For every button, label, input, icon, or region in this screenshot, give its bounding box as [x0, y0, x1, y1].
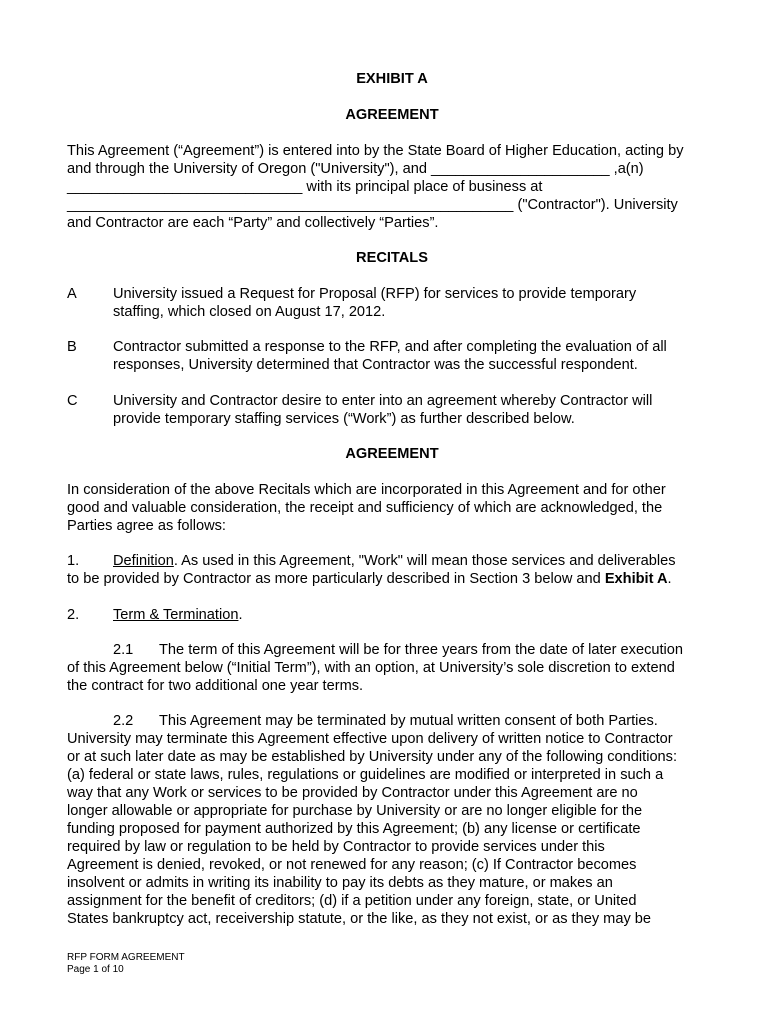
section-number: 1.	[67, 553, 80, 569]
footer-form-name: RFP FORM AGREEMENT	[67, 952, 185, 963]
consideration-line: good and valuable consideration, the receipt and sufficiency of which are acknowledged, the	[67, 500, 663, 516]
section-2-2-line: States bankruptcy act, receivership statute, or the like, as they not exist, or as they may be	[67, 911, 652, 927]
section-number: 2.2	[113, 713, 134, 729]
intro-line: and Contractor are each “Party” and collectively “Parties”.	[67, 215, 439, 231]
section-1-line-1	[67, 552, 717, 570]
recital-text	[113, 285, 713, 321]
section-2-heading	[67, 606, 717, 624]
section-1-line-2	[67, 570, 717, 588]
section-text: .	[238, 607, 243, 623]
section-text: The term of this Agreement will be for three years from the date of later execution	[159, 642, 684, 658]
section-text: . As used in this Agreement, "Work" will mean those services and deliverables	[173, 553, 676, 569]
agreement-heading: AGREEMENT	[345, 107, 439, 123]
section-2-2-line: Agreement is denied, revoked, or not renewed for any reason; (c) If Contractor becomes	[67, 857, 637, 873]
recital-letter: C	[67, 393, 78, 409]
consideration-paragraph	[67, 481, 717, 535]
recital-text	[113, 392, 713, 428]
intro-paragraph	[67, 142, 717, 232]
recital-text	[113, 338, 713, 374]
section-number: 2.1	[113, 642, 134, 658]
section-text: to be provided by Contractor as more particularly described in Section 3 below and	[67, 571, 605, 587]
section-2-1-line	[67, 641, 717, 659]
recitals-heading: RECITALS	[356, 250, 428, 266]
section-2	[67, 606, 717, 624]
section-text: .	[667, 571, 672, 587]
section-number: 2.	[67, 607, 80, 623]
consideration-line: Parties agree as follows:	[67, 518, 226, 534]
recital-letter: B	[67, 339, 77, 355]
exhibit-reference: Exhibit A	[604, 571, 668, 587]
recital-letter: A	[67, 286, 77, 302]
section-1	[67, 552, 717, 588]
intro-line: and through the University of Oregon ("University"), and ______________________ ,a(n)	[67, 161, 644, 177]
section-2-2-line: longer allowable or appropriate for purchase by University or are no longer eligible for the	[67, 803, 643, 819]
exhibit-heading: EXHIBIT A	[356, 71, 428, 87]
recital-line: University issued a Request for Proposal (RFP) for services to provide temporary	[113, 286, 637, 302]
section-2-2-line: University may terminate this Agreement effective upon delivery of written notice to Contractor	[67, 731, 673, 747]
section-text: This Agreement may be terminated by mutual written consent of both Parties.	[159, 713, 658, 729]
section-2-1	[67, 641, 717, 695]
section-2-2-line: insolvent or admits in writing its inability to pay its debts as they mature, or makes an	[67, 875, 613, 891]
intro-line: This Agreement (“Agreement”) is entered into by the State Board of Higher Education, acting by	[67, 143, 684, 159]
recital-line: Contractor submitted a response to the RFP, and after completing the evaluation of all	[113, 339, 667, 355]
section-title: Definition	[113, 553, 174, 569]
section-title: Term & Termination	[113, 607, 239, 623]
intro-line: _______________________________________________________ ("Contractor"). University	[67, 197, 678, 213]
section-2-2-line: required by law or regulation to be held by Contractor to provide services under this	[67, 839, 605, 855]
section-2-2-line: way that any Work or services to be provided by Contractor under this Agreement are no	[67, 785, 638, 801]
section-2-2-line: funding proposed for payment authorized by this Agreement; (b) any license or certificate	[67, 821, 641, 837]
section-2-2-line: (a) federal or state laws, rules, regulations or guidelines are modified or interpreted in such a	[67, 767, 664, 783]
recital-line: staffing, which closed on August 17, 2012.	[113, 304, 386, 320]
recital-line: responses, University determined that Contractor was the successful respondent.	[113, 357, 638, 373]
section-2-2-line	[67, 712, 717, 730]
recital-line: University and Contractor desire to enter into an agreement whereby Contractor will	[113, 393, 653, 409]
consideration-line: In consideration of the above Recitals which are incorporated in this Agreement and for other	[67, 482, 666, 498]
intro-line: _____________________________ with its principal place of business at	[67, 179, 543, 195]
page-footer	[67, 952, 185, 976]
section-2-1-line: of this Agreement below (“Initial Term”), with an option, at University’s sole discretion to extend	[67, 660, 675, 676]
section-2-2-line: assignment for the benefit of creditors; (d) if a petition under any foreign, state, or United	[67, 893, 637, 909]
recital-line: provide temporary staffing services (“Work”) as further described below.	[113, 411, 575, 427]
footer-page-number: Page 1 of 10	[67, 964, 124, 975]
agreement-heading-2: AGREEMENT	[345, 446, 439, 462]
section-2-1-line: the contract for two additional one year terms.	[67, 678, 364, 694]
section-2-2	[67, 712, 717, 928]
section-2-2-line: or at such later date as may be established by University under any of the following conditions:	[67, 749, 678, 765]
